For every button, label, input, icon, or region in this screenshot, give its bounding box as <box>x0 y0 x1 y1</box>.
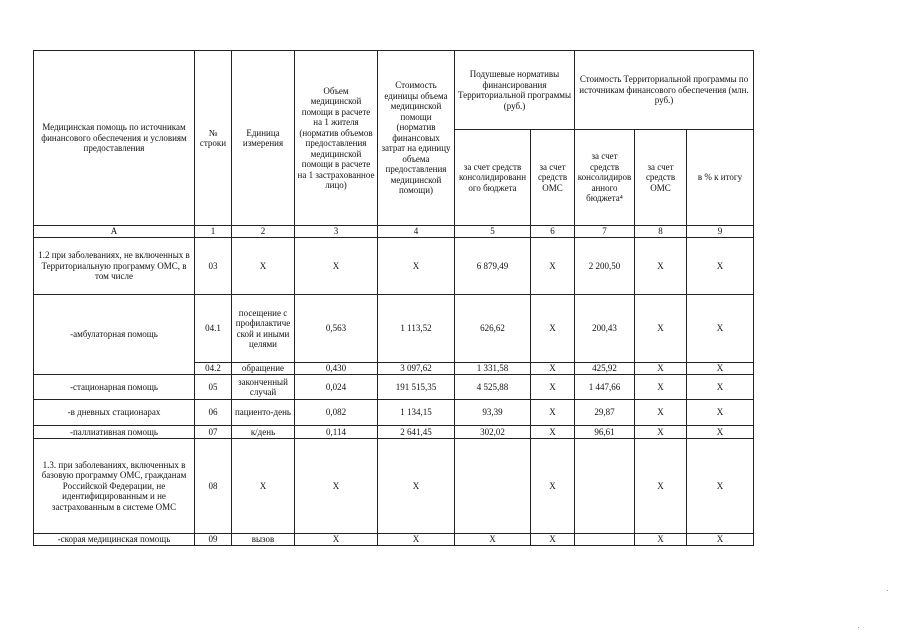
cell-percent: Х <box>687 534 754 546</box>
cell-per-capita-budget: 4 525,88 <box>455 375 531 400</box>
cell-cost-oms: Х <box>635 238 687 295</box>
cell-cost-oms: Х <box>635 426 687 439</box>
cell-cost-budget <box>575 439 635 534</box>
cell-per-capita-oms: Х <box>531 400 575 426</box>
cell-per-capita-oms: Х <box>531 439 575 534</box>
cell-cost-oms: Х <box>635 363 687 375</box>
cell-volume: 0,024 <box>295 375 378 400</box>
row-number: 07 <box>195 426 232 439</box>
index-cell: 9 <box>687 226 754 238</box>
header-group-cost: Стоимость Территориальной программы по источникам финансового обеспечения (млн. руб.) <box>575 51 754 130</box>
table-row <box>34 238 754 295</box>
scan-speck <box>887 590 888 591</box>
row-number: 09 <box>195 534 232 546</box>
header-col-4: Стоимость единицы объема медицинской помощи (норматив финансовых затрат на единицу объема предоставления медицинской помощи) <box>378 51 455 226</box>
row-number: 05 <box>195 375 232 400</box>
cell-cost-budget <box>575 534 635 546</box>
row-name: -стационарная помощь <box>34 375 195 400</box>
cell-unit-cost: Х <box>378 534 455 546</box>
row-name: -скорая медицинская помощь <box>34 534 195 546</box>
table-row <box>34 400 754 426</box>
cell-cost-oms: Х <box>635 439 687 534</box>
cell-cost-oms: Х <box>635 534 687 546</box>
cell-per-capita-oms: Х <box>531 426 575 439</box>
cell-per-capita-budget: 302,02 <box>455 426 531 439</box>
table-row <box>34 439 754 534</box>
cell-volume: 0,563 <box>295 295 378 363</box>
header-row-1 <box>34 51 754 130</box>
row-number: 04.1 <box>195 295 232 363</box>
cell-cost-budget: 200,43 <box>575 295 635 363</box>
cell-percent: Х <box>687 238 754 295</box>
table-row <box>34 295 754 363</box>
index-cell: 6 <box>531 226 575 238</box>
cell-cost-budget: 96,61 <box>575 426 635 439</box>
row-number: 06 <box>195 400 232 426</box>
cell-per-capita-oms: Х <box>531 363 575 375</box>
header-col-5: за счет средств консолидированного бюджета <box>455 130 531 226</box>
row-unit: Х <box>232 238 295 295</box>
header-col-9: в % к итогу <box>687 130 754 226</box>
cell-unit-cost: Х <box>378 238 455 295</box>
cell-cost-budget: 29,87 <box>575 400 635 426</box>
cell-unit-cost: Х <box>378 439 455 534</box>
row-name: 1.3. при заболеваниях, включенных в базовую программу ОМС, гражданам Российской Федерации, не идентифицированным и не застрахованным в системе ОМС <box>34 439 195 534</box>
cell-unit-cost: 1 113,52 <box>378 295 455 363</box>
index-cell: 1 <box>195 226 232 238</box>
cell-per-capita-oms: Х <box>531 534 575 546</box>
index-row <box>34 226 754 238</box>
row-unit: к/день <box>232 426 295 439</box>
index-cell: А <box>34 226 195 238</box>
header-col-1: № строки <box>195 51 232 226</box>
row-name: -в дневных стационарах <box>34 400 195 426</box>
header-col-7: за счет средств консолидированного бюджета⁴ <box>575 130 635 226</box>
cell-unit-cost: 3 097,62 <box>378 363 455 375</box>
index-cell: 4 <box>378 226 455 238</box>
header-col-8: за счет средств ОМС <box>635 130 687 226</box>
cell-cost-budget: 1 447,66 <box>575 375 635 400</box>
row-unit: вызов <box>232 534 295 546</box>
cell-percent: Х <box>687 375 754 400</box>
row-unit: посещение с профилактической и иными целями <box>232 295 295 363</box>
cell-volume: Х <box>295 534 378 546</box>
cell-unit-cost: 2 641,45 <box>378 426 455 439</box>
cell-per-capita-budget: 6 879,49 <box>455 238 531 295</box>
cell-volume: Х <box>295 439 378 534</box>
index-cell: 5 <box>455 226 531 238</box>
cell-per-capita-oms: Х <box>531 238 575 295</box>
table-row <box>34 426 754 439</box>
header-group-per-capita: Подушевые нормативы финансирования Территориальной программы (руб.) <box>455 51 575 130</box>
cell-cost-budget: 2 200,50 <box>575 238 635 295</box>
row-name: -паллиативная помощь <box>34 426 195 439</box>
cell-per-capita-oms: Х <box>531 295 575 363</box>
cell-volume: 0,430 <box>295 363 378 375</box>
cell-volume: Х <box>295 238 378 295</box>
index-cell: 2 <box>232 226 295 238</box>
index-cell: 3 <box>295 226 378 238</box>
cell-percent: Х <box>687 363 754 375</box>
row-number: 03 <box>195 238 232 295</box>
index-cell: 7 <box>575 226 635 238</box>
cell-per-capita-budget: 626,62 <box>455 295 531 363</box>
cell-cost-oms: Х <box>635 375 687 400</box>
index-cell: 8 <box>635 226 687 238</box>
financing-table <box>33 50 754 546</box>
row-name: 1.2 при заболеваниях, не включенных в Территориальную программу ОМС, в том числе <box>34 238 195 295</box>
cell-per-capita-budget: Х <box>455 534 531 546</box>
row-unit: пациенто-день <box>232 400 295 426</box>
cell-cost-oms: Х <box>635 295 687 363</box>
header-col-6: за счет средств ОМС <box>531 130 575 226</box>
header-col-a: Медицинская помощь по источникам финансового обеспечения и условиям предоставления <box>34 51 195 226</box>
cell-unit-cost: 1 134,15 <box>378 400 455 426</box>
cell-percent: Х <box>687 400 754 426</box>
cell-cost-oms: Х <box>635 400 687 426</box>
cell-unit-cost: 191 515,35 <box>378 375 455 400</box>
cell-percent: Х <box>687 295 754 363</box>
cell-volume: 0,114 <box>295 426 378 439</box>
cell-per-capita-budget: 1 331,58 <box>455 363 531 375</box>
table-row <box>34 375 754 400</box>
cell-cost-budget: 425,92 <box>575 363 635 375</box>
cell-per-capita-oms: Х <box>531 375 575 400</box>
cell-per-capita-budget: 93,39 <box>455 400 531 426</box>
header-col-2: Единица измерения <box>232 51 295 226</box>
cell-percent: Х <box>687 426 754 439</box>
cell-percent: Х <box>687 439 754 534</box>
row-unit: обращение <box>232 363 295 375</box>
scan-speck <box>858 627 859 628</box>
row-number: 04.2 <box>195 363 232 375</box>
row-number: 08 <box>195 439 232 534</box>
table-row <box>34 534 754 546</box>
row-unit: Х <box>232 439 295 534</box>
header-col-3: Объем медицинской помощи в расчете на 1 жителя (норматив объемов предоставления медицинской помощи в расчете на 1 застрахованное лицо) <box>295 51 378 226</box>
cell-volume: 0,082 <box>295 400 378 426</box>
row-name: -амбулаторная помощь <box>34 295 195 375</box>
row-unit: законченный случай <box>232 375 295 400</box>
cell-per-capita-budget <box>455 439 531 534</box>
